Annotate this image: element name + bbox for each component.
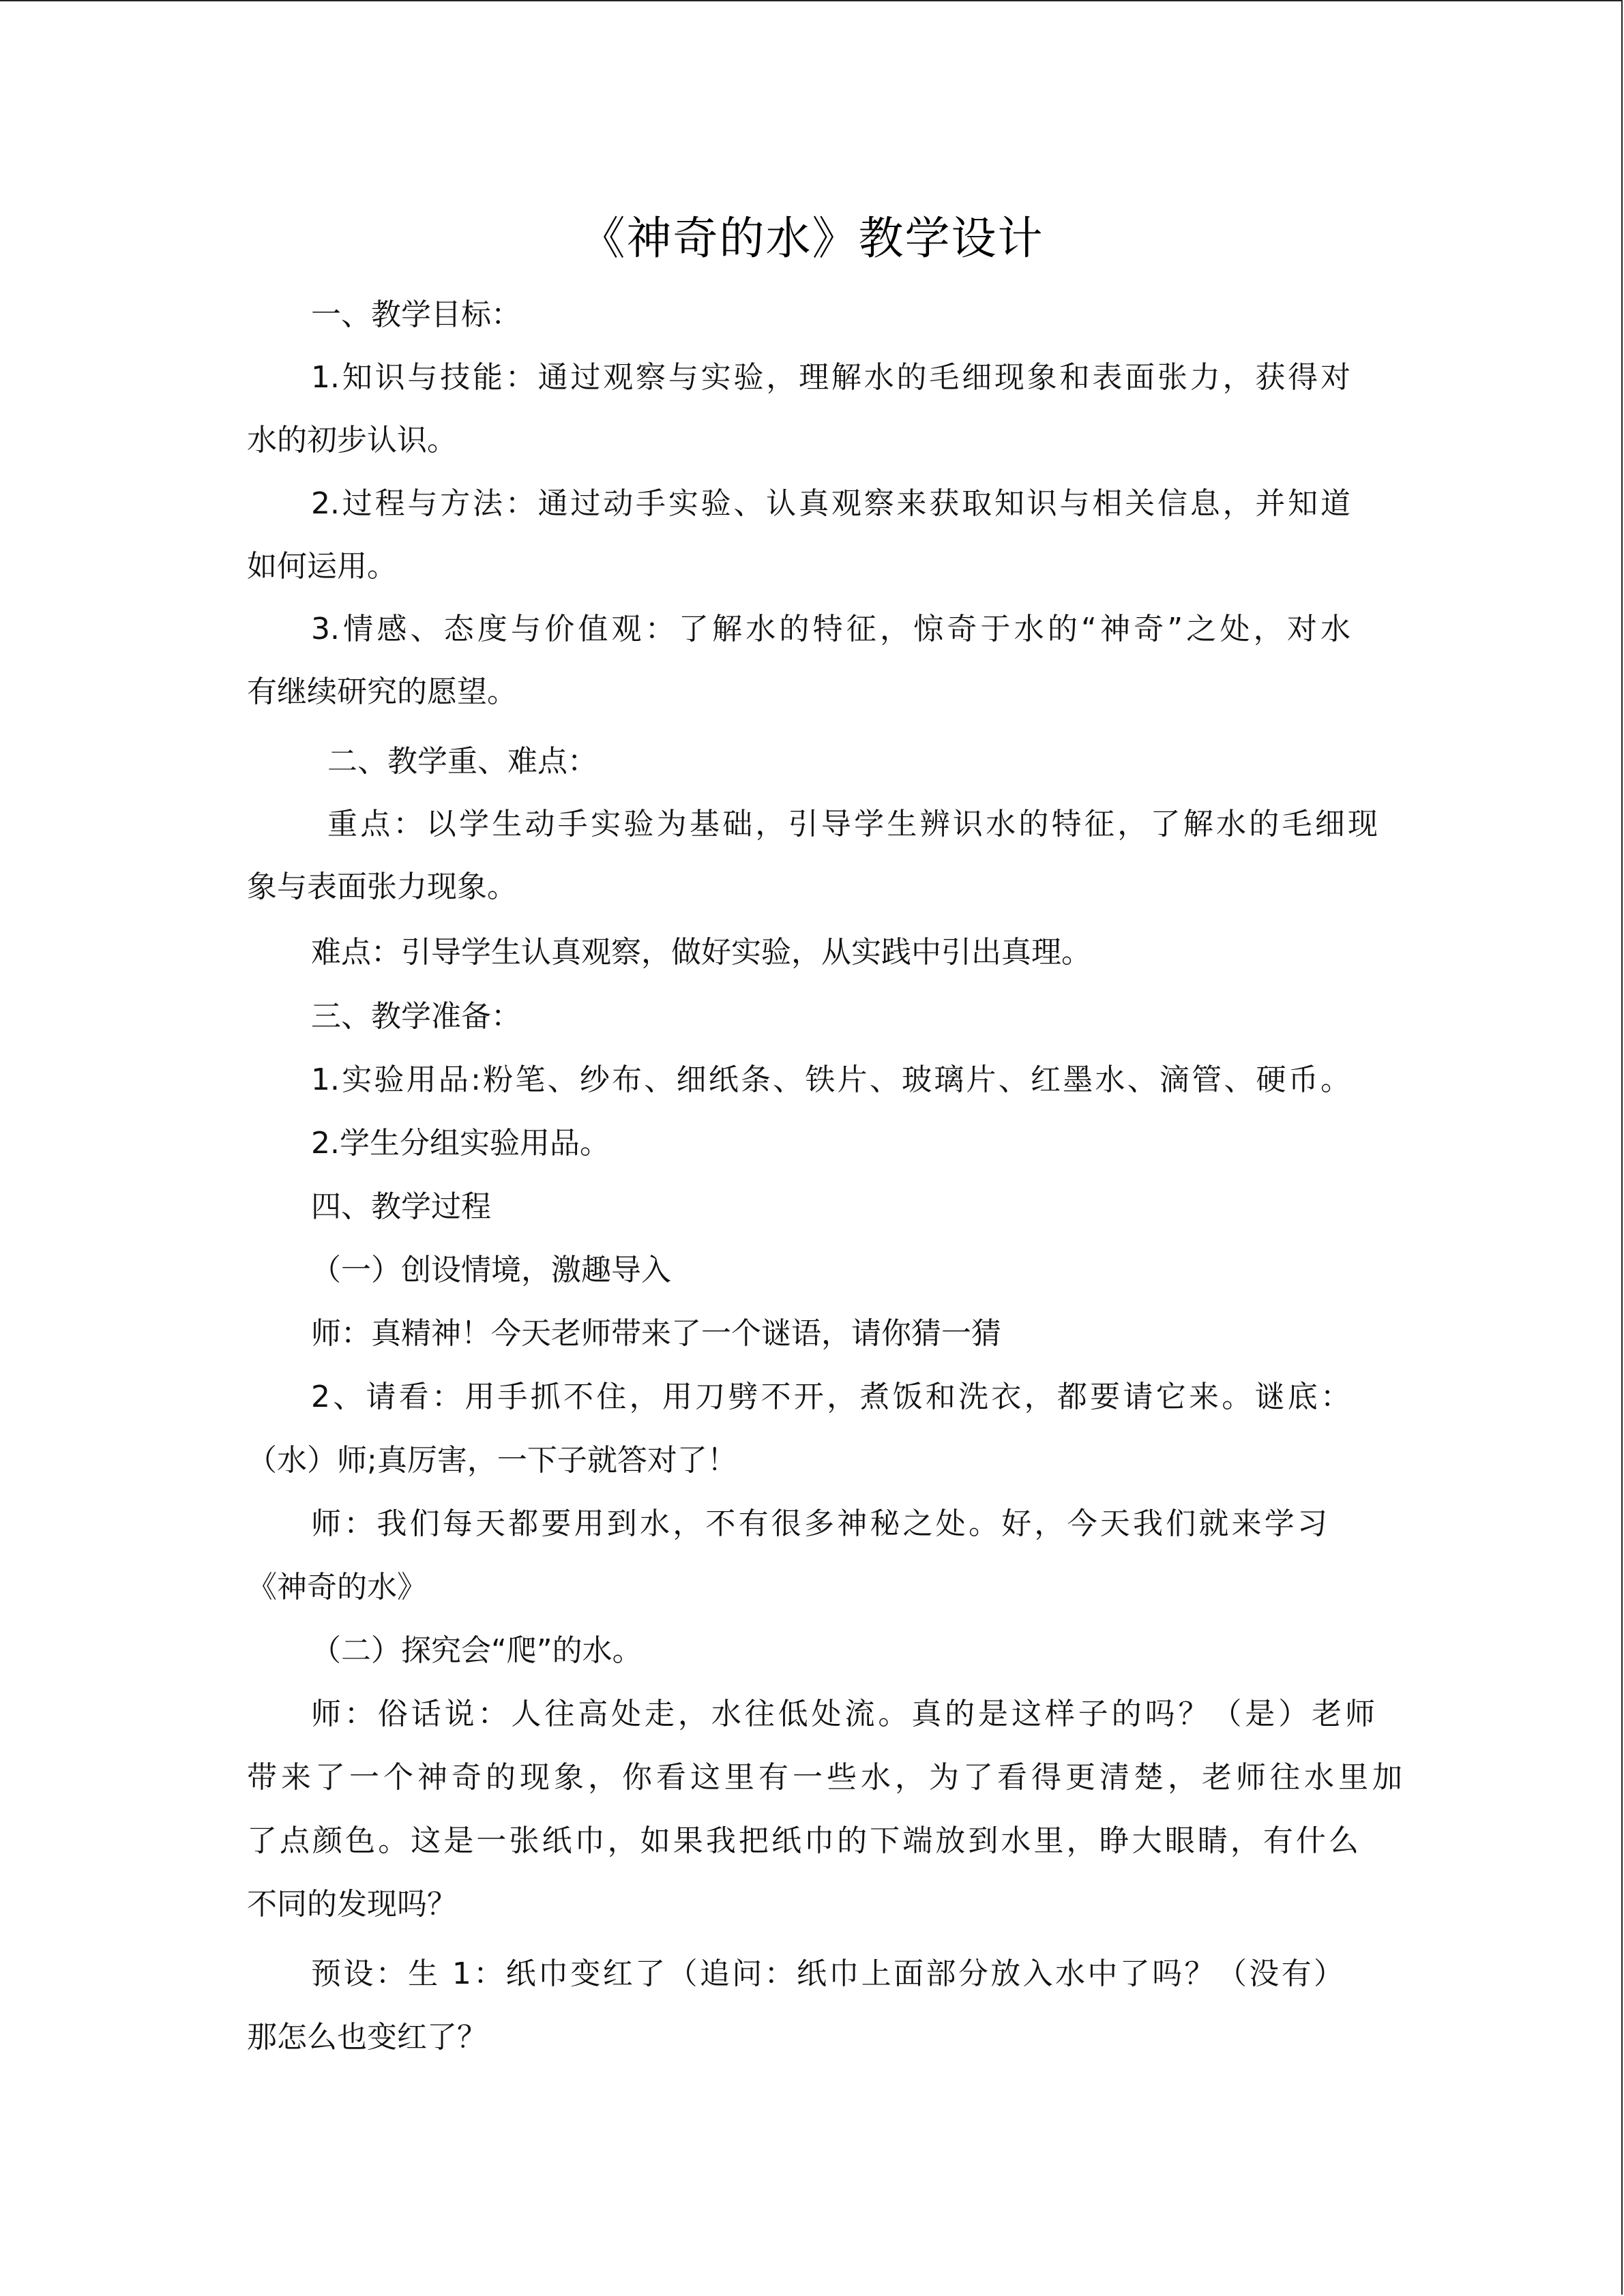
paragraph-line: 有继续研究的愿望。 [247,674,517,709]
paragraph-line: 2.学生分组实验用品。 [311,1126,610,1161]
paragraph-line: 难点：引导学生认真观察，做好实验，从实践中引出真理。 [311,935,1091,970]
section-heading-process: 四、教学过程 [311,1189,491,1224]
paragraph-line: 水的初步认识。 [247,423,457,458]
paragraph-line: 《神奇的水》 [247,1570,427,1605]
document-title: 《神奇的水》教学设计 [580,212,1044,265]
subsection-heading: （一）创设情境，激趣导入 [311,1253,671,1287]
paragraph-line: 象与表面张力现象。 [247,869,517,904]
section-heading-objectives: 一、教学目标： [311,297,521,332]
paragraph-line: 带来了一个神奇的现象，你看这里有一些水，为了看得更清楚，老师往水里加 [247,1760,1402,1795]
paragraph-line: 2.过程与方法：通过动手实验、认真观察来获取知识与相关信息，并知道 [311,486,1350,521]
paragraph-line: 1.知识与技能：通过观察与实验，理解水的毛细现象和表面张力，获得对 [311,360,1350,395]
paragraph-line: 不同的发现吗？ [247,1887,457,1922]
paragraph-line: 那怎么也变红了？ [247,2020,487,2055]
paragraph-line: 2、请看：用手抓不住，用刀劈不开，煮饭和洗衣，都要请它来。谜底： [311,1380,1350,1414]
paragraph-line: 如何运用。 [247,549,397,584]
section-heading-preparation: 三、教学准备： [311,999,521,1034]
paragraph-line: 3.情感、态度与价值观：了解水的特征，惊奇于水的“神奇”之处，对水 [311,612,1350,646]
section-heading-key-points: 二、教学重、难点： [327,744,597,779]
paragraph-line: 1.实验用品:粉笔、纱布、细纸条、铁片、玻璃片、红墨水、滴管、硬币。 [311,1062,1350,1097]
paragraph-line: 了点颜色。这是一张纸巾，如果我把纸巾的下端放到水里，睁大眼睛，有什么 [247,1823,1359,1858]
paragraph-line: （水）师;真厉害，一下子就答对了！ [247,1443,737,1478]
paragraph-line: 预设：生 1：纸巾变红了（追问：纸巾上面部分放入水中了吗？（没有） [311,1956,1344,1991]
paragraph-line: 师：我们每天都要用到水，不有很多神秘之处。好，今天我们就来学习 [311,1506,1327,1541]
paragraph-line: 师：俗话说：人往高处走，水往低处流。真的是这样子的吗？（是）老师 [311,1697,1375,1731]
paragraph-line: 师：真精神！今天老师带来了一个谜语，请你猜一猜 [311,1316,1001,1351]
subsection-heading: （二）探究会“爬”的水。 [311,1633,643,1668]
paragraph-line: 重点：以学生动手实验为基础，引导学生辨识水的特征，了解水的毛细现 [327,807,1378,841]
